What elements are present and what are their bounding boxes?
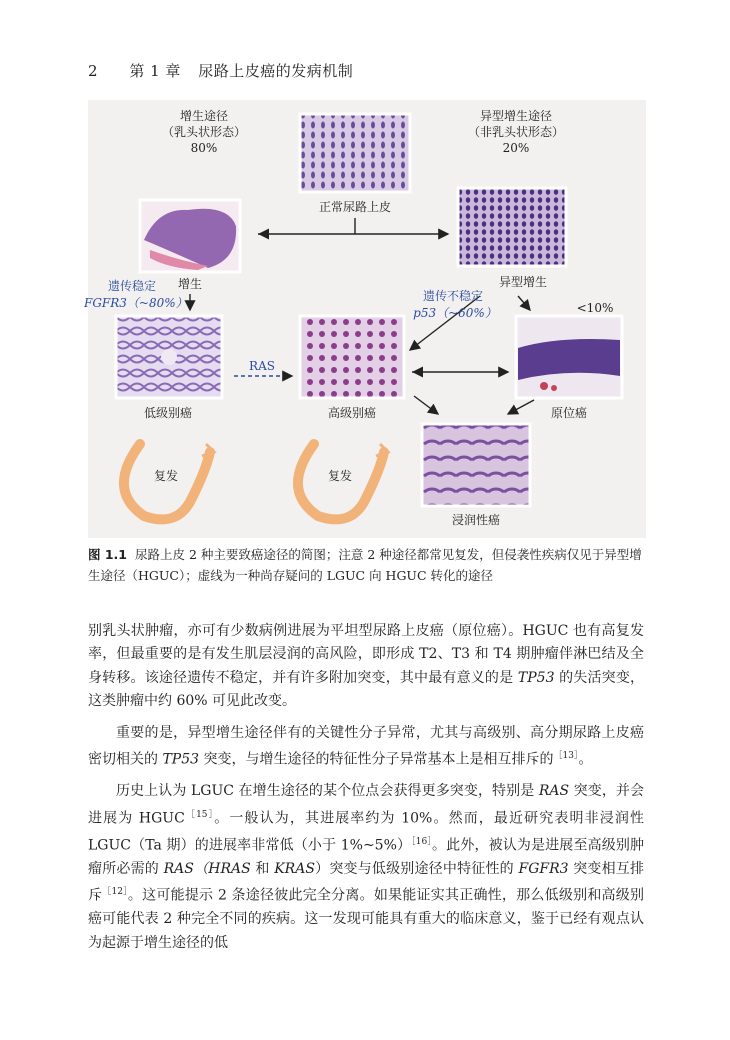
paragraph-1: 别乳头状肿瘤，亦可有少数病例进展为平坦型尿路上皮癌（原位癌）。HGUC 也有高复发率，但最重要的是有发生肌层浸润的高风险，即形成 T2、T3 和 T4 期肿瘤伴淋巴结及全身转移。该途径遗传不稳定，并有许多附加突变，其中最有意义的是 TP53 的失活突变，这类肿瘤中约 60% 可见此改变。	[88, 623, 645, 710]
genetic-unstable-label: 遗传不稳定	[422, 289, 483, 303]
body-text	[88, 620, 644, 963]
hyperplastic-path-title: 增生途径	[179, 109, 228, 123]
cis-label: 原位癌	[550, 406, 587, 420]
genetic-stable-label: 遗传稳定	[107, 279, 156, 293]
hyperplasia-label: 增生	[177, 277, 202, 291]
cis-image	[516, 316, 622, 398]
hyperplastic-path-percent: 80%	[190, 141, 218, 155]
caption-text: 尿路上皮 2 种主要致癌途径的简图；注意 2 种途径都常见复发，但侵袭性疾病仅见于异型增生途径（HGUC）；虚线为一种尚存疑问的 LGUC 向 HGUC 转化的途径	[88, 547, 642, 583]
high-grade-label: 高级别癌	[327, 406, 376, 420]
caption-number: 图 1.1	[88, 547, 127, 562]
citation-12: ［12］	[102, 887, 128, 898]
dysplasia-label: 异型增生	[498, 275, 547, 289]
figure-1-1	[84, 100, 646, 538]
hyperplastic-path-label	[144, 108, 264, 156]
chapter-number: 第 1 章	[129, 62, 181, 80]
dysplastic-path-label	[456, 108, 576, 156]
hyperplasia-image	[140, 200, 240, 272]
paragraph-3: 历史上认为 LGUC 在增生途径的某个位点会获得更多突变，特别是 RAS 突变，并会进展为 $HGUC^{[15]}$。一般认为，其进展率约为 10%。然而，最近研究表明非浸润性 LGUC（Ta 期）的进展率非常低（小于 1%~5%）$^{[16]}$。此外，被认为是进展至高级别肿瘤所必需的 RAS（HRAS 和 KRAS）突变与低级别途径中特征性的 FGFR3 突变相互排斥$^{[12]}$。这可能提示 2 条途径彼此完全分离。如果能证实其正确性，那么低级别和高级别癌可能代表 2 种完全不同的疾病。这一发现可能具有重大的临床意义，鉴于已经有观点认为起源于增生途径的低	[88, 783, 645, 951]
citation-16: ［16］	[411, 836, 433, 847]
chapter-title: 尿路上皮癌的发病机制	[198, 62, 354, 80]
p53-label: p53（~60%）	[413, 306, 497, 320]
low-grade-image	[116, 316, 222, 398]
page-number: 2	[88, 62, 99, 80]
normal-label: 正常尿路上皮	[318, 200, 391, 214]
citation-15: ［15］	[184, 809, 215, 820]
dysplasia-image	[458, 188, 566, 266]
figure-caption	[88, 544, 644, 586]
citation-13: ［13］	[553, 751, 579, 762]
ras-label: RAS	[249, 359, 275, 373]
invasive-label: 浸润性癌	[451, 513, 500, 527]
fgfr3-label: FGFR3（~80%）	[84, 296, 188, 310]
recurrence-label-right: 复发	[327, 469, 352, 483]
dysplastic-path-form: （非乳头状形态）	[467, 125, 564, 139]
hyperplastic-path-form: （乳头状形态）	[161, 125, 246, 139]
dysplastic-path-percent: 20%	[502, 141, 530, 155]
invasive-image	[422, 424, 530, 506]
recurrence-label-left: 复发	[153, 469, 178, 483]
low-grade-label: 低级别癌	[143, 406, 192, 420]
normal-urothelium-image	[300, 114, 410, 192]
dysplastic-path-title: 异型增生途径	[479, 109, 552, 123]
paragraph-2: 重要的是，异型增生途径伴有的关键性分子异常，尤其与高级别、高分期尿路上皮癌密切相关的 TP53 突变，与增生途径的特征性分子异常基本上是相互排斥的$^{[13]}$。	[88, 724, 644, 768]
page-header	[88, 60, 353, 81]
high-grade-image	[300, 316, 404, 398]
cis-percent-label: <10%	[576, 301, 614, 315]
